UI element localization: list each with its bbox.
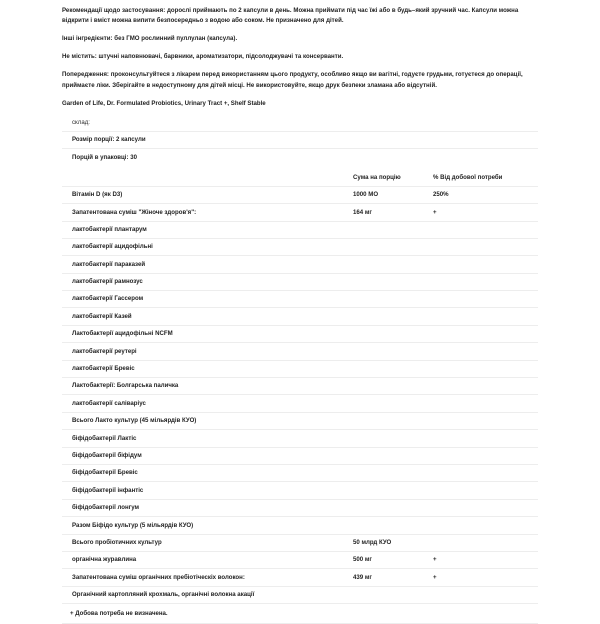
ingredient-amount (353, 464, 433, 481)
ingredient-daily-value (433, 238, 538, 255)
ingredient-amount (353, 273, 433, 290)
table-row (62, 569, 538, 586)
ingredient-name: лактобактерії Бревіс (72, 365, 135, 373)
intro-section (62, 0, 538, 109)
ingredient-daily-value: 250% (433, 191, 449, 199)
ingredient-daily-value (433, 221, 538, 238)
table-row (62, 256, 538, 273)
ingredient-daily-value: + (433, 208, 437, 216)
ingredient-name: Всього пробіотичних культур (72, 538, 162, 546)
composition-label: склад: (72, 118, 90, 126)
table-row (62, 343, 538, 360)
ingredient-name: біфідобактерії інфантіс (72, 486, 144, 494)
serving-size-dv (433, 131, 538, 148)
table-row (62, 551, 538, 568)
column-header-amount: Сума на порцію (353, 173, 401, 181)
ingredient-amount (353, 343, 433, 360)
ingredient-name: Органічний картопляний крохмаль, органічні волокна акації (72, 591, 255, 599)
ingredient-daily-value (433, 517, 538, 534)
free-from-paragraph: Не містить: штучні наповнювачі, барвники, ароматизатори, підсолоджувачі та консерванти. (62, 53, 344, 61)
ingredient-name: біфідобактерії Бревіс (72, 469, 138, 477)
servings-per-container-dv (433, 149, 538, 166)
table-row (62, 534, 538, 551)
table-row (62, 464, 538, 481)
composition-dv (433, 115, 538, 132)
ingredient-name: Вітамін D (як D3) (72, 191, 123, 199)
table-row (62, 517, 538, 534)
ingredient-rows-body (62, 186, 538, 603)
ingredient-daily-value (433, 430, 538, 447)
ingredient-name: лактобактерії рамнозус (72, 278, 143, 286)
table-row (62, 447, 538, 464)
ingredient-name: лактобактерії саліваріус (72, 399, 146, 407)
ingredient-name: Всього Лакто культур (45 мільярдів КУО) (72, 417, 197, 425)
ingredient-amount (353, 221, 433, 238)
table-row (62, 186, 538, 203)
ingredient-name: лактобактерії параказей (72, 260, 146, 268)
ingredient-name: Лактобактерії ацидофільні NCFM (72, 330, 173, 338)
ingredient-amount: 1000 МО (353, 191, 379, 199)
table-row (62, 238, 538, 255)
table-row (62, 221, 538, 238)
daily-value-footnote: + Добова потреба не визначена. (62, 604, 538, 624)
ingredient-daily-value: + (433, 573, 437, 581)
ingredient-name: Лактобактерії: Болгарська паличка (72, 382, 179, 390)
ingredient-amount (353, 291, 433, 308)
table-row (62, 204, 538, 221)
table-row (62, 308, 538, 325)
ingredient-amount (353, 412, 433, 429)
ingredient-daily-value (433, 586, 538, 603)
ingredient-amount (353, 586, 433, 603)
other-ingredients-paragraph: Інші інгредієнти: без ГМО рослинний пуллулан (капсула). (62, 35, 238, 43)
column-header-daily-value: % Від добової потреби (433, 173, 503, 181)
ingredient-daily-value (433, 378, 538, 395)
ingredient-name: Запатентована суміш "Жіноче здоров'я": (72, 208, 197, 216)
table-row (62, 482, 538, 499)
table-row (62, 378, 538, 395)
table-row (62, 586, 538, 603)
ingredient-amount: 164 мг (353, 208, 372, 216)
ingredient-daily-value (433, 273, 538, 290)
ingredient-amount (353, 430, 433, 447)
ingredient-daily-value (433, 343, 538, 360)
table-row (62, 291, 538, 308)
ingredient-name: лактобактерії реутері (72, 347, 137, 355)
ingredient-daily-value (433, 499, 538, 516)
ingredient-name: Запатентована суміш органічних пребіотіческіх волокон: (72, 573, 245, 581)
directions-paragraph: Рекомендації щодо застосування: дорослі приймають по 2 капсули в день. Можна приймати під час їжі або в будь–який зручний час. Капсули можна відкрити і вміст можна випити безпосередньо з водою або соком. Не призначено для дітей. (62, 7, 519, 25)
ingredient-daily-value (433, 464, 538, 481)
warning-paragraph: Попередження: проконсультуйтеся з лікарем перед використанням цього продукту, особливо якщо ви вагітні, годуєте грудьми, готуєтеся до операції, приймаєте ліки. Зберігайте в недоступному для дітей місці. Не використовуйте, якщо друк безпеки зламана або відсутній. (62, 71, 523, 89)
ingredient-amount (353, 378, 433, 395)
ingredient-amount (353, 499, 433, 516)
ingredient-daily-value (433, 256, 538, 273)
ingredient-name: лактобактерії ацидофільні (72, 243, 153, 251)
table-row (62, 412, 538, 429)
serving-size-row (62, 131, 538, 148)
table-row (62, 430, 538, 447)
ingredient-name: біфідобактерії лонгум (72, 504, 140, 512)
product-title: Garden of Life, Dr. Formulated Probiotics, Urinary Tract +, Shelf Stable (62, 99, 266, 107)
ingredient-amount: 50 млрд КУО (353, 538, 392, 546)
servings-per-container-row (62, 149, 538, 166)
ingredient-amount (353, 482, 433, 499)
column-header-nutrient (62, 166, 353, 186)
ingredient-daily-value (433, 395, 538, 412)
ingredient-daily-value (433, 412, 538, 429)
ingredient-amount (353, 256, 433, 273)
servings-per-container-amount (353, 149, 433, 166)
ingredient-amount (353, 517, 433, 534)
ingredient-amount (353, 325, 433, 342)
ingredient-daily-value (433, 447, 538, 464)
ingredient-name: біфідобактерії біфідум (72, 451, 142, 459)
table-row (62, 273, 538, 290)
serving-size-label: Розмір порції: 2 капсули (72, 136, 146, 144)
ingredient-daily-value (433, 534, 538, 551)
ingredient-name: лактобактерії Казей (72, 312, 132, 320)
table-row (62, 499, 538, 516)
supplement-facts-body (62, 115, 538, 187)
ingredient-amount (353, 447, 433, 464)
supplement-facts-table (62, 115, 538, 605)
composition-row (62, 115, 538, 132)
ingredient-daily-value (433, 291, 538, 308)
ingredient-amount (353, 395, 433, 412)
ingredient-daily-value (433, 360, 538, 377)
ingredient-daily-value (433, 325, 538, 342)
ingredient-amount: 500 мг (353, 556, 372, 564)
ingredient-daily-value: + (433, 556, 437, 564)
ingredient-name: біфідобактерії Лактіс (72, 434, 137, 442)
table-row (62, 325, 538, 342)
servings-per-container-label: Порцій в упаковці: 30 (72, 153, 137, 161)
column-header-row (62, 166, 538, 186)
ingredient-name: лактобактерії Гассером (72, 295, 144, 303)
ingredient-amount (353, 360, 433, 377)
table-row (62, 395, 538, 412)
composition-amount (353, 115, 433, 132)
ingredient-name: Разом Біфідо культур (5 мільярдів КУО) (72, 521, 194, 529)
table-row (62, 360, 538, 377)
ingredient-amount (353, 308, 433, 325)
ingredient-name: органічна журавлина (72, 556, 137, 564)
ingredient-daily-value (433, 308, 538, 325)
serving-size-amount (353, 131, 433, 148)
ingredient-daily-value (433, 482, 538, 499)
ingredient-amount (353, 238, 433, 255)
ingredient-amount: 439 мг (353, 573, 372, 581)
ingredient-name: лактобактерії плантарум (72, 225, 147, 233)
